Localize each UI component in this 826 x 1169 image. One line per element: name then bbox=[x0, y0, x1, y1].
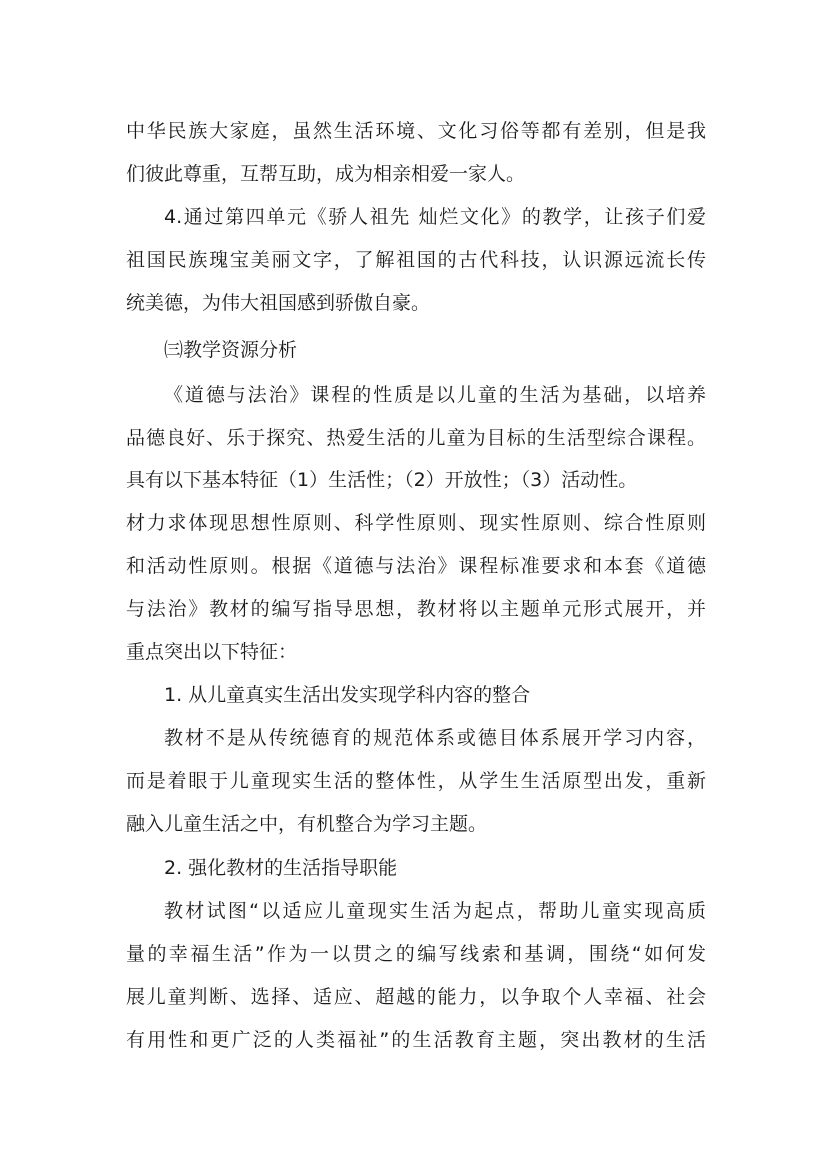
section-heading: ㈢教学资源分析 bbox=[164, 339, 298, 361]
numbered-point-4: 4.通过第四单元《骄人祖先 灿烂文化》的教学，让孩子们爱 bbox=[164, 206, 706, 228]
text-line: 《道德与法治》课程的性质是以儿童的生活为基础，以培养 bbox=[164, 384, 706, 406]
text-line: 有用性和更广泛的人类福祉”的生活教育主题，突出教材的生活 bbox=[126, 1029, 706, 1051]
text-line: 中华民族大家庭，虽然生活环境、文化习俗等都有差别，但是我 bbox=[126, 120, 706, 142]
subheading-2: 2. 强化教材的生活指导职能 bbox=[164, 857, 398, 879]
text-line: 具有以下基本特征（1）生活性；（2）开放性；（3）活动性。 bbox=[126, 469, 638, 491]
text-line: 祖国民族瑰宝美丽文字，了解祖国的古代科技，认识源远流长传 bbox=[126, 249, 706, 271]
subheading-1: 1. 从儿童真实生活出发实现学科内容的整合 bbox=[164, 684, 531, 706]
text-line: 重点突出以下特征： bbox=[126, 641, 298, 663]
text-line: 教材不是从传统德育的规范体系或德目体系展开学习内容， bbox=[164, 727, 706, 749]
text-line: 品德良好、乐于探究、热爱生活的儿童为目标的生活型综合课程。 bbox=[126, 427, 706, 449]
text-line: 与法治》教材的编写指导思想，教材将以主题单元形式展开，并 bbox=[126, 598, 706, 620]
text-line: 材力求体现思想性原则、科学性原则、现实性原则、综合性原则 bbox=[126, 512, 706, 534]
text-line: 教材试图“以适应儿童现实生活为起点，帮助儿童实现高质 bbox=[164, 900, 706, 922]
text-line: 量的幸福生活”作为一以贯之的编写线索和基调，围绕“如何发 bbox=[126, 943, 706, 965]
text-line: 们彼此尊重，互帮互助，成为相亲相爱一家人。 bbox=[126, 163, 526, 185]
text-line: 展儿童判断、选择、适应、超越的能力，以争取个人幸福、社会 bbox=[126, 986, 706, 1008]
text-line: 而是着眼于儿童现实生活的整体性，从学生生活原型出发，重新 bbox=[126, 770, 706, 792]
text-line: 统美德，为伟大祖国感到骄傲自豪。 bbox=[126, 292, 431, 314]
text-line: 和活动性原则。根据《道德与法治》课程标准要求和本套《道德 bbox=[126, 555, 706, 577]
text-line: 融入儿童生活之中，有机整合为学习主题。 bbox=[126, 813, 488, 835]
